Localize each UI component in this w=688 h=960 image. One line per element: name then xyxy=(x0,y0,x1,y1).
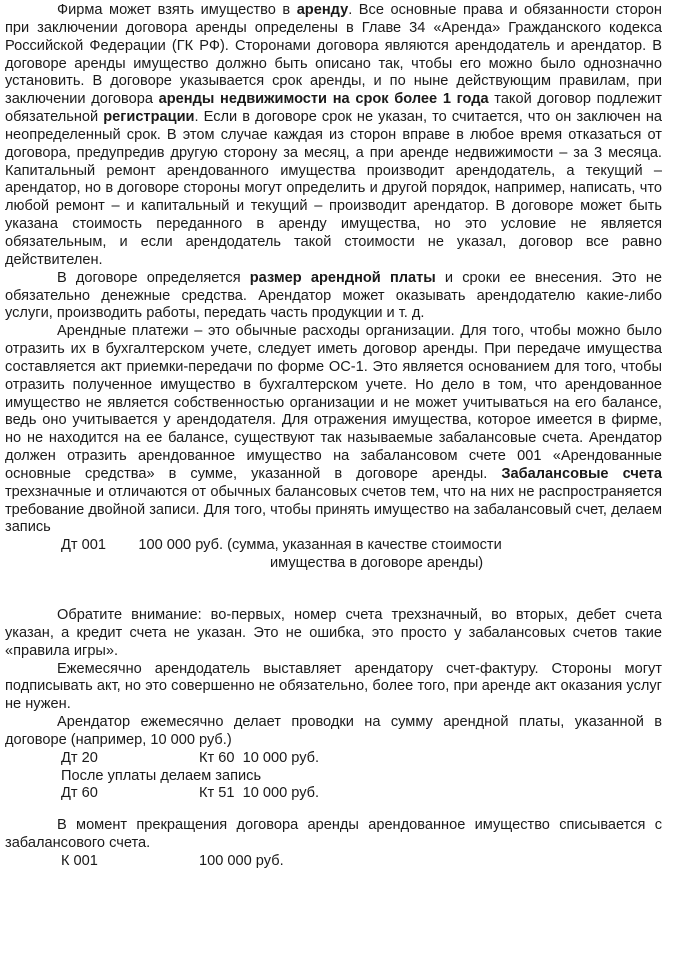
paragraph-rent-amount xyxy=(5,270,662,324)
text: трехзначные и отличаются от обычных балансовых счетов тем, что на них не распространяется требование двойной записи. Для того, чтобы принять имущество на забалансовый счет, делаем запись xyxy=(5,483,662,536)
text: . Все основные права и обязанности сторон при заключении договора аренды определены в Главе 34 «Аренда» Гражданского кодекса Российской Федерации (ГК РФ). Сторонами договора являются арендодатель и арендатор. В договоре аренды имущество должно быть описано так, чтобы его можно было однозначно установить. В договоре указывается срок аренды, и по ныне действующим правилам, при заключении договора xyxy=(5,2,662,108)
accounting-entry-001-line2: имущества в договоре аренды) xyxy=(270,555,484,572)
spacer xyxy=(5,573,662,607)
accounting-entry-001-line1: Дт 001 100 000 руб. (сумма, указанная в качестве стоимости xyxy=(61,537,502,554)
accounting-entry-dt60 xyxy=(5,785,662,803)
paragraph-rent-payments xyxy=(5,323,662,537)
bold-term-rent-amount: размер арендной платы xyxy=(249,269,436,286)
paragraph-monthly-invoice: Ежемесячно арендодатель выставляет арендатору счет-фактуру. Стороны могут подписывать акт, но это совершенно не обязательно, более того, при аренде акт оказания услуг не нужен. xyxy=(5,660,662,713)
amount: 100 000 руб. xyxy=(199,852,284,869)
bold-term-off-balance-accounts: Забалансовые счета xyxy=(501,465,662,482)
accounting-entry-k001 xyxy=(5,853,662,871)
paragraph-monthly-entries: Арендатор ежемесячно делает проводки на сумму арендной платы, указанной в договоре (например, 10 000 руб.) xyxy=(5,714,662,748)
credit-account: К 001 xyxy=(61,852,98,869)
paragraph-attention-note: Обратите внимание: во-первых, номер счета трехзначный, во вторых, дебет счета указан, а кредит счета не указан. Это не ошибка, это просто у забалансовых счетов такие «правила игры». xyxy=(5,607,662,659)
credit-amount: Кт 60 10 000 руб. xyxy=(199,749,320,766)
bold-term-lease: аренду xyxy=(296,2,349,18)
spacer xyxy=(5,803,662,817)
text: такой договор подлежит обязательной xyxy=(5,91,662,126)
accounting-entry-dt20 xyxy=(5,750,662,768)
credit-amount: Кт 51 10 000 руб. xyxy=(199,785,320,802)
text: . Если в договоре срок не указан, то считается, что он заключен на неопределенный срок. В этом случае каждая из сторон вправе в любое время отказаться от договора, предупредив другую сторону за месяц, а при аренде недвижимости – за 3 месяца. Капитальный ремонт арендованного имущества производит арендодатель, а текущий – арендатор, но в договоре стороны могут определить и другой порядок, например, написать, что любой ремонт – и капитальный и текущий – производит арендатор. В договоре может быть указана стоимость переданного в аренду имущества, но это условие не является обязательным, и если арендодатель такой стоимости не указал, договор все равно действителен. xyxy=(5,109,662,268)
text: Арендные платежи – это обычные расходы организации. Для того, чтобы можно было отразить их в бухгалтерском учете, следует иметь договор аренды. При передаче имущества составляется акт приемки-передачи по форме ОС-1. Это является основанием для того, чтобы отразить полученное имущество в бухгалтерском учете. Но дело в том, что арендованное имущество не является собственностью организации и не может учитываться на его балансе, ведь оно учитывается у арендодателя. Для отражения имущества, которое имеется в фирме, но не находится на ее балансе, существуют так называемые забалансовые счета. Арендатор должен отразить арендованное имущество на забалансовом счете 001 «Арендованные основные средства» в сумме, указанной в договоре аренды. xyxy=(5,323,662,482)
bold-term-real-estate-lease: аренды недвижимости на срок более 1 года xyxy=(158,91,489,108)
paragraph-lease-basics xyxy=(5,2,662,270)
debit-account: Дт 20 xyxy=(61,749,98,766)
debit-account: Дт 60 xyxy=(61,785,98,802)
accounting-entry-note: После уплаты делаем запись xyxy=(61,767,262,784)
bold-term-registration: регистрации xyxy=(103,109,195,126)
text: и сроки ее внесения. Это не обязательно денежные средства. Арендатор может оказывать арендодателю какие-либо услуги, производить работы, передать часть продукции и т. д. xyxy=(5,269,663,322)
paragraph-lease-termination: В момент прекращения договора аренды арендованное имущество списывается с забалансового счета. xyxy=(5,817,662,852)
text: В договоре определяется xyxy=(57,269,250,286)
text: Фирма может взять имущество в xyxy=(57,2,297,18)
